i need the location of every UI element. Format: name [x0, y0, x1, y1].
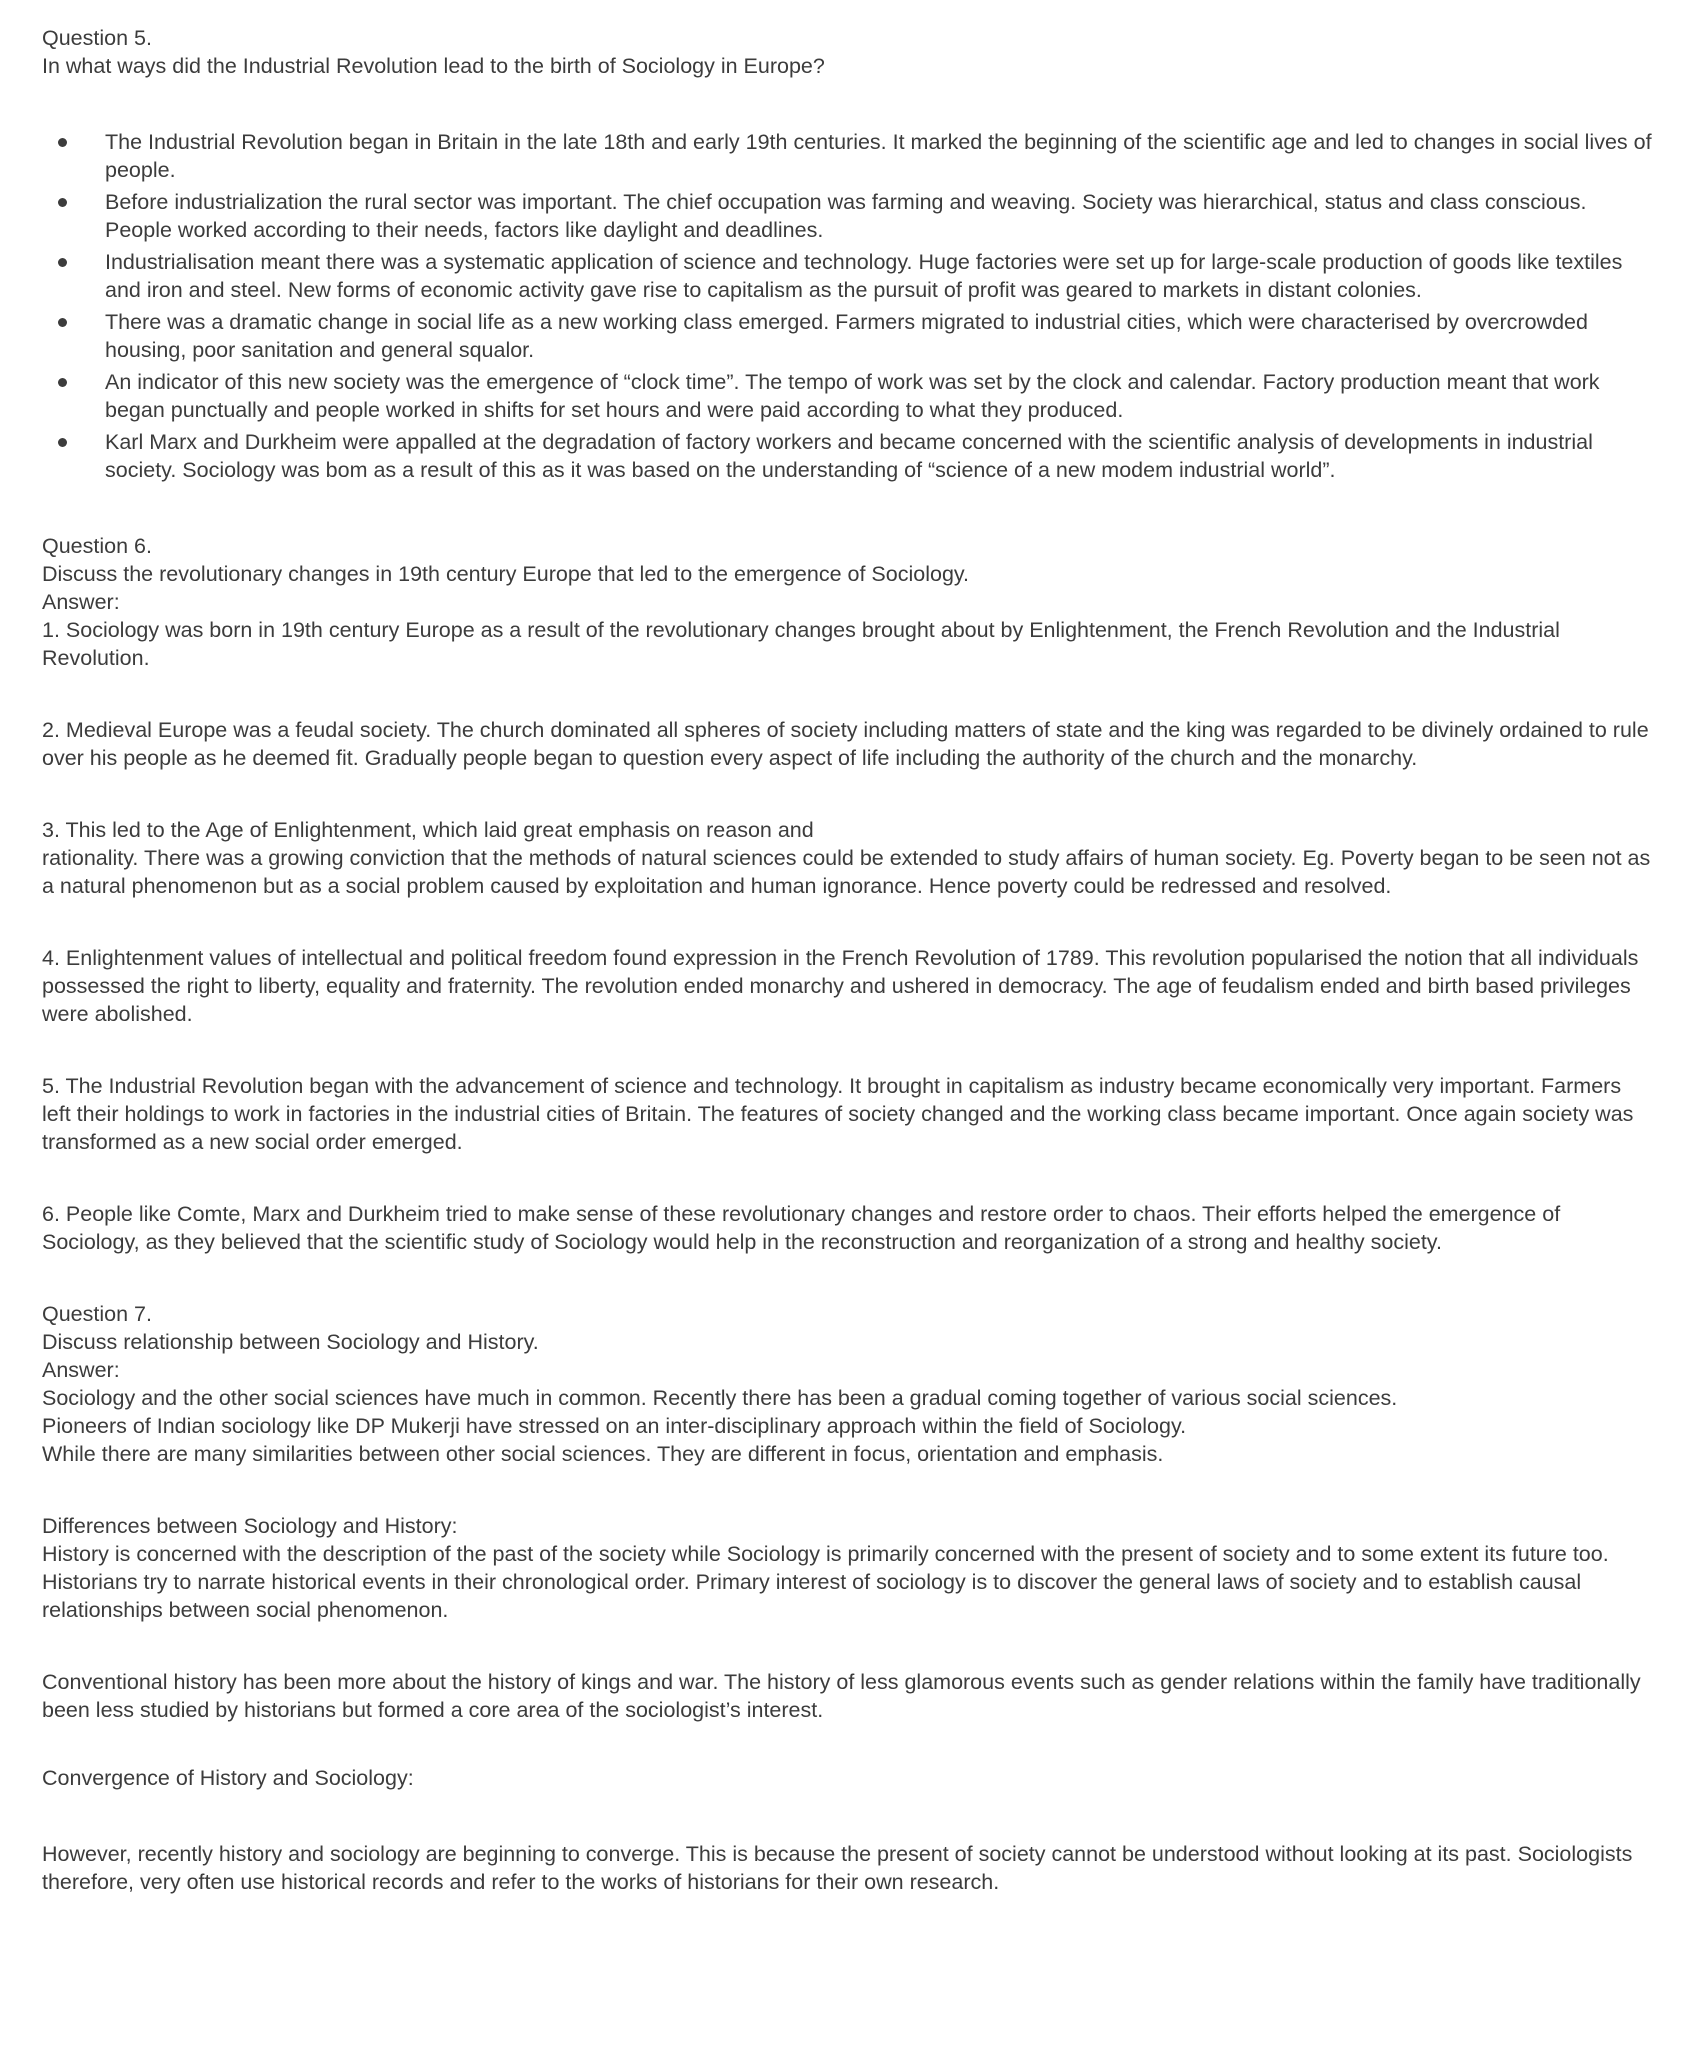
question5-text: In what ways did the Industrial Revolution lead to the birth of Sociology in Europe? — [42, 54, 825, 78]
question6-section — [42, 532, 1655, 1256]
conventional-history-paragraph: Conventional history has been more about the history of kings and war. The history of less glamorous events such as gender relations within the family have traditionally been less studied by historians but formed a core area of the sociologist’s interest. — [42, 1670, 1641, 1722]
bullet-item-before-industrialization: Before industrialization the rural sector was important. The chief occupation was farming and weaving. Society was hierarchical, status and class conscious. People worked according to their needs, factors like daylight and deadlines. — [42, 188, 1655, 244]
question5-heading: Question 5. — [42, 26, 152, 50]
question6-paragraph-1: 1. Sociology was born in 19th century Europe as a result of the revolutionary changes brought about by Enlightenment, the French Revolution and the Industrial Revolution. — [42, 618, 1560, 670]
question6-paragraph-2: 2. Medieval Europe was a feudal society. The church dominated all spheres of society including matters of state and the king was regarded to be divinely ordained to rule over his people as he deemed fit. Gradually people began to question every aspect of life including the authority of the church and the monarchy. — [42, 718, 1649, 770]
question6-text: Discuss the revolutionary changes in 19th century Europe that led to the emergence of Sociology. — [42, 562, 970, 586]
question6-answer-label: Answer: — [42, 590, 120, 614]
bullet-item-dramatic-change: There was a dramatic change in social life as a new working class emerged. Farmers migrated to industrial cities, which were characterised by overcrowded housing, poor sanitation and general squalor. — [42, 308, 1655, 364]
question5-section — [42, 24, 1655, 80]
question6-paragraph-6: 6. People like Comte, Marx and Durkheim tried to make sense of these revolutionary changes and restore order to chaos. Their efforts helped the emergence of Sociology, as they believed that the scientific study of Sociology would help in the reconstruction and reorganization of a strong and healthy society. — [42, 1202, 1561, 1254]
differences-block — [42, 1512, 1655, 1624]
question6-paragraph-3 — [42, 816, 1655, 900]
question6-paragraph-4: 4. Enlightenment values of intellectual and political freedom found expression in the French Revolution of 1789. This revolution popularised the notion that all individuals possessed the right to liberty, equality and fraternity. The revolution ended monarchy and ushered in democracy. The age of feudalism ended and birth based privileges were abolished. — [42, 946, 1639, 1026]
question7-intro-line-1: Sociology and the other social sciences have much in common. Recently there has been a gradual coming together of various social sciences. — [42, 1386, 1398, 1410]
bullet-item-industrial-revolution-began: The Industrial Revolution began in Britain in the late 18th and early 19th centuries. It marked the beginning of the scientific age and led to changes in social lives of people. — [42, 128, 1655, 184]
bullet-item-industrialisation-science: Industrialisation meant there was a systematic application of science and technology. Huge factories were set up for large-scale production of goods like textiles and iron and steel. New forms of economic activity gave rise to capitalism as the pursuit of profit was geared to markets in distant colonies. — [42, 248, 1655, 304]
question6-heading: Question 6. — [42, 534, 152, 558]
question7-heading: Question 7. — [42, 1302, 152, 1326]
convergence-paragraph: However, recently history and sociology are beginning to converge. This is because the present of society cannot be understood without looking at its past. Sociologists therefore, very often use historical records and refer to the works of historians for their own research. — [42, 1842, 1633, 1894]
question7-intro-line-2: Pioneers of Indian sociology like DP Mukerji have stressed on an inter-disciplinary approach within the field of Sociology. — [42, 1414, 1187, 1438]
question7-intro-line-3: While there are many similarities between other social sciences. They are different in focus, orientation and emphasis. — [42, 1442, 1164, 1466]
question6-paragraph-5: 5. The Industrial Revolution began with the advancement of science and technology. It brought in capitalism as industry became economically very important. Farmers left their holdings to work in factories in the industrial cities of Britain. The features of society changed and the working class became important. Once again society was transformed as a new social order emerged. — [42, 1074, 1634, 1154]
question7-answer-label: Answer: — [42, 1358, 120, 1382]
question5-answer-bullet-list — [42, 128, 1655, 484]
question7-text: Discuss relationship between Sociology and History. — [42, 1330, 539, 1354]
convergence-heading: Convergence of History and Sociology: — [42, 1766, 414, 1790]
question6-paragraph-3-rest: rationality. There was a growing conviction that the methods of natural sciences could be extended to study affairs of human society. Eg. Poverty began to be seen not as a natural phenomenon but as a social problem caused by exploitation and human ignorance. Hence poverty could be redressed and resolved. — [42, 846, 1651, 898]
differences-heading: Differences between Sociology and History: — [42, 1514, 458, 1538]
question6-paragraph-3-line1: 3. This led to the Age of Enlightenment, which laid great emphasis on reason and — [42, 818, 814, 842]
bullet-item-clock-time: An indicator of this new society was the emergence of “clock time”. The tempo of work was set by the clock and calendar. Factory production meant that work began punctually and people worked in shifts for set hours and were paid according to what they produced. — [42, 368, 1655, 424]
bullet-item-marx-durkheim: Karl Marx and Durkheim were appalled at the degradation of factory workers and became concerned with the scientific analysis of developments in industrial society. Sociology was bom as a result of this as it was based on the understanding of “science of a new modem industrial world”. — [42, 428, 1655, 484]
question7-section — [42, 1300, 1655, 1896]
differences-body: History is concerned with the description of the past of the society while Sociology is primarily concerned with the present of society and to some extent its future too. Historians try to narrate historical events in their chronological order. Primary interest of sociology is to discover the general laws of society and to establish causal relationships between social phenomenon. — [42, 1542, 1609, 1622]
